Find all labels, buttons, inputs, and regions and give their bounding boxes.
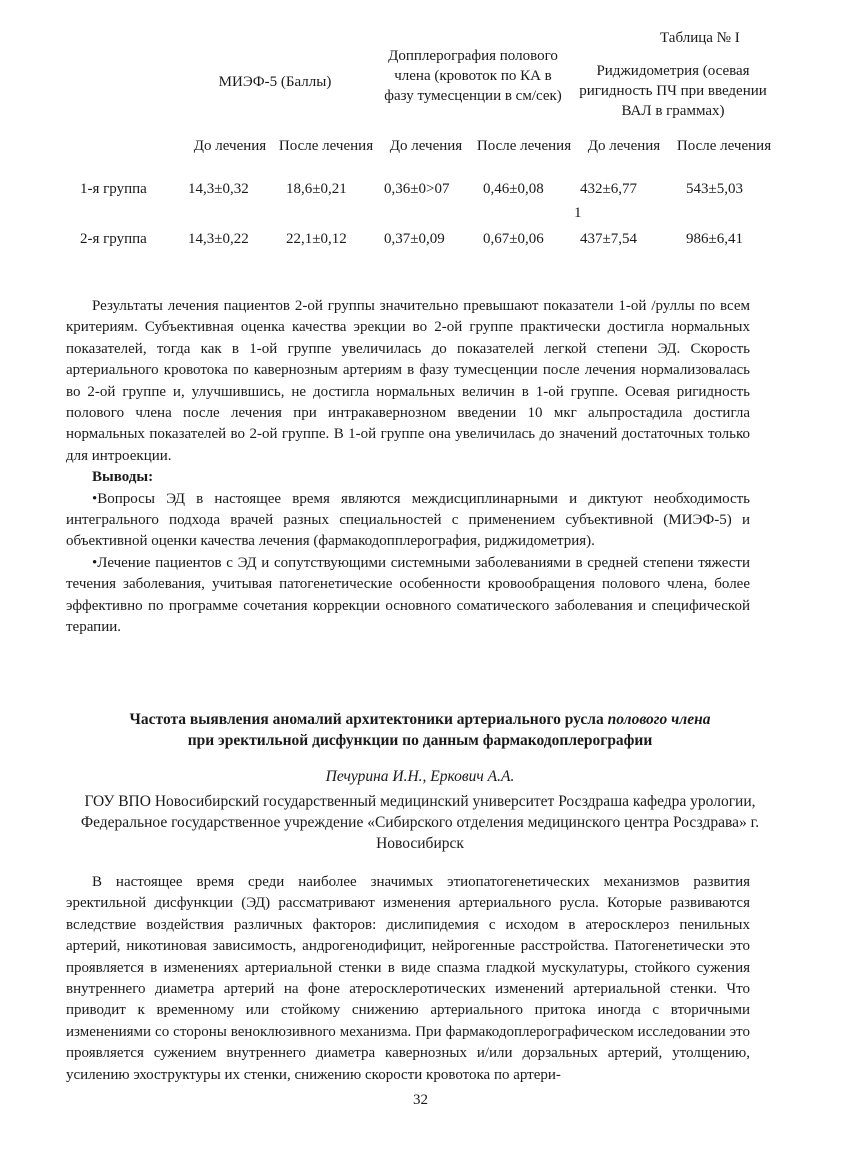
table-cell: 0,67±0,06 (483, 231, 544, 247)
table-cell: 18,6±0,21 (286, 181, 347, 197)
stray-mark: 1 (574, 205, 582, 221)
title-italic: полового члена (607, 711, 711, 728)
table-cell: 986±6,41 (686, 231, 743, 247)
table-cell: 22,1±0,12 (286, 231, 347, 247)
title-part1: Частота выявления аномалий архитектоники артериального русла (129, 711, 608, 728)
row2-group: 2-я группа (80, 231, 147, 247)
conclusion-item: •Лечение пациентов с ЭД и сопутствующими системными заболеваниями в средней степени тяжести течения заболевания, учитывая патогенетические особенности кровообращения полового члена, более эффективно по программе сочетания коррекции основного соматического заболевания и специфической терапии. (66, 554, 750, 636)
article-body: В настоящее время среди наиболее значимых этиопатогенетических механизмов развития эректильной дисфункции (ЭД) рассматривают изменения артериального русла. Которые развиваются вследствие воздействия различных факторов: дислипидемия с исходом в атеросклероз пенильных артерий, никотиновая зависимость, андрогенодифицит, нейрогенные расстройства. Патогенетически это проявляется в изменениях артериальной стенки в виде спазма гладкой мускулатуры, стойкого сужения внутреннего диаметра артерий на фоне атеросклеротических изменений артериальной стенки. Что приводит к временному или стойкому снижению артериального притока иногда с вторичными изменениями со стороны веноклюзивного механизма. При фармакодоплерографическом исследовании это проявляется сужением внутреннего диаметра кавернозных и/или дорзальных артерий, утолщению, усилению эхоструктуры их стенки, снижению скорости кровотока по артери- (66, 874, 750, 1083)
subheader-after-2: После лечения (476, 138, 572, 154)
conclusion-item: •Вопросы ЭД в настоящее время являются междисциплинарными и диктуют необходимость интегрального подхода врачей разных специальностей с применением субъективной (МИЭФ-5) и объективной оценки качества лечения (фармакодопплерография, риджидометрия). (66, 490, 750, 550)
subheader-before-2: До лечения (389, 138, 463, 154)
article-title (60, 709, 780, 751)
article-body-section (66, 872, 750, 1086)
header-doppler: Допплерография полового члена (кровоток по КА в фазу тумесценции в см/сек) (384, 48, 562, 104)
subheader-before-1: До лечения (193, 138, 267, 154)
subheader-before-3: До лечения (587, 138, 661, 154)
page-number: 32 (413, 1092, 428, 1108)
header-mief: МИЭФ-5 (Баллы) (218, 74, 332, 90)
table-cell: 0,37±0,09 (384, 231, 445, 247)
table-cell: 543±5,03 (686, 181, 743, 197)
table-cell: 14,3±0,22 (188, 231, 249, 247)
article-authors: Печурина И.Н., Еркович А.А. (325, 768, 515, 785)
title-part2: при эректильной дисфункции по данным фармакодоплерографии (187, 732, 653, 749)
table-cell: 432±6,77 (580, 181, 637, 197)
table-cell: 0,46±0,08 (483, 181, 544, 197)
table-cell: 14,3±0,32 (188, 181, 249, 197)
conclusions-heading: Выводы: (92, 469, 154, 486)
table-cell: 0,36±0>07 (384, 181, 450, 197)
subheader-after-1: После лечения (278, 138, 374, 154)
table-cell: 437±7,54 (580, 231, 637, 247)
results-section (66, 296, 750, 639)
row1-group: 1-я группа (80, 181, 147, 197)
subheader-after-3: После лечения (676, 138, 772, 154)
table-caption: Таблица № I (660, 30, 740, 46)
results-paragraph: Результаты лечения пациентов 2-ой группы значительно превышают показатели 1-ой /руллы по всем критериям. Субъективная оценка качества эрекции во 2-ой группе практически достигла нормальных показателей, тогда как в 1-ой группе увеличилась до показателей легкой степени ЭД. Скорость артериального кровотока по кавернозным артериям в фазу тумесценции после лечения нормализовалась во 2-ой группе и, улучшившись, не достигла нормальных величин в 1-ой группе. Осевая ригидность полового члена после лечения при интракавернозном введении 10 мкг альпростадила достигла нормальных показателей во 2-ой группе. В 1-ой группе она увеличилась до значений достаточных только для интроекции. (66, 298, 750, 464)
header-rigidometry: Риджидометрия (осевая ригидность ПЧ при введении ВАЛ в граммах) (579, 63, 767, 119)
article-affiliation: ГОУ ВПО Новосибирский государственный медицинский университет Росздраша кафедра урологии, Федеральное государственное учреждение «Сибирского отделения медицинского центра Росздрава» г. Новосибирск (80, 793, 760, 852)
